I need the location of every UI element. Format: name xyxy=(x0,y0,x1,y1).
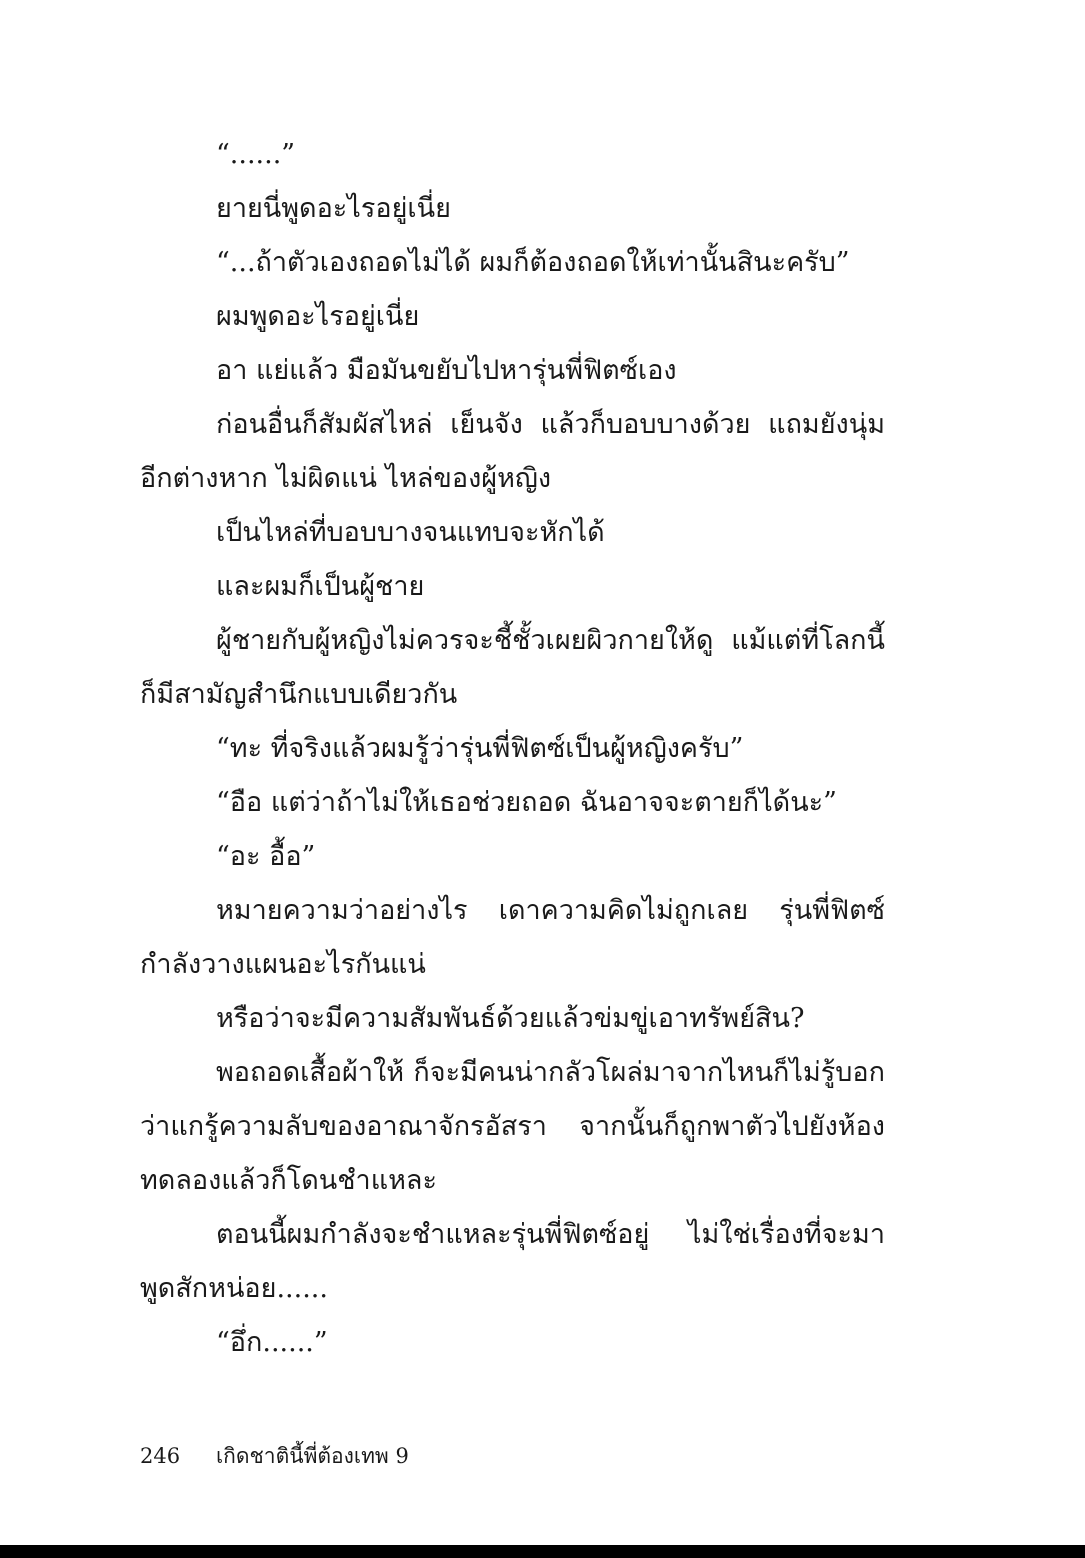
page-footer xyxy=(140,1436,409,1476)
paragraph: ผู้ชายกับผู้หญิงไม่ควรจะชี้ชั้วเผยผิวกายให้ดู แม้แต่ที่โลกนี้ก็มีสามัญสำนึกแบบเดียวกัน xyxy=(140,625,885,710)
paragraph: “อึ่ก......” xyxy=(216,1327,328,1358)
paragraph: “...ถ้าตัวเองถอดไม่ได้ ผมก็ต้องถอดให้เท่านั้นสินะครับ” xyxy=(216,247,850,278)
book-title: เกิดชาตินี้พี่ต้องเทพ 9 xyxy=(216,1444,409,1468)
paragraph: “......” xyxy=(216,139,296,170)
paragraph: ยายนี่พูดอะไรอยู่เนี่ย xyxy=(216,193,451,224)
paragraph: “อือ แต่ว่าถ้าไม่ให้เธอช่วยถอด ฉันอาจจะตายก็ได้นะ” xyxy=(216,787,837,818)
paragraph: “อะ อื้อ” xyxy=(216,841,316,872)
paragraph: พอถอดเสื้อผ้าให้ ก็จะมีคนน่ากลัวโผล่มาจากไหนก็ไม่รู้บอกว่าแกรู้ความลับของอาณาจักรอัสรา จากนั้นก็ถูกพาตัวไปยังห้องทดลองแล้วก็โดนชำแหละ xyxy=(140,1057,885,1196)
paragraph: เป็นไหล่ที่บอบบางจนแทบจะหักได้ xyxy=(216,517,605,548)
paragraph: “ทะ ที่จริงแล้วผมรู้ว่ารุ่นพี่ฟิตซ์เป็นผู้หญิงครับ” xyxy=(216,733,744,764)
paragraph: ก่อนอื่นก็สัมผัสไหล่ เย็นจัง แล้วก็บอบบางด้วย แถมยังนุ่มอีกต่างหาก ไม่ผิดแน่ ไหล่ของผู้หญิง xyxy=(140,409,885,494)
paragraph: ผมพูดอะไรอยู่เนี่ย xyxy=(216,301,420,332)
bottom-bar xyxy=(0,1545,1085,1558)
paragraph: หมายความว่าอย่างไร เดาความคิดไม่ถูกเลย รุ่นพี่ฟิตซ์กำลังวางแผนอะไรกันแน่ xyxy=(140,895,885,980)
body-text xyxy=(140,128,885,1370)
page-number: 246 xyxy=(140,1444,181,1468)
paragraph: หรือว่าจะมีความสัมพันธ์ด้วยแล้วข่มขู่เอาทรัพย์สิน? xyxy=(216,1003,805,1034)
paragraph: อา แย่แล้ว มือมันขยับไปหารุ่นพี่ฟิตซ์เอง xyxy=(216,355,677,386)
paragraph: ตอนนี้ผมกำลังจะชำแหละรุ่นพี่ฟิตซ์อยู่ ไม่ใช่เรื่องที่จะมาพูดสักหน่อย...... xyxy=(140,1219,885,1304)
paragraph: และผมก็เป็นผู้ชาย xyxy=(216,571,425,602)
